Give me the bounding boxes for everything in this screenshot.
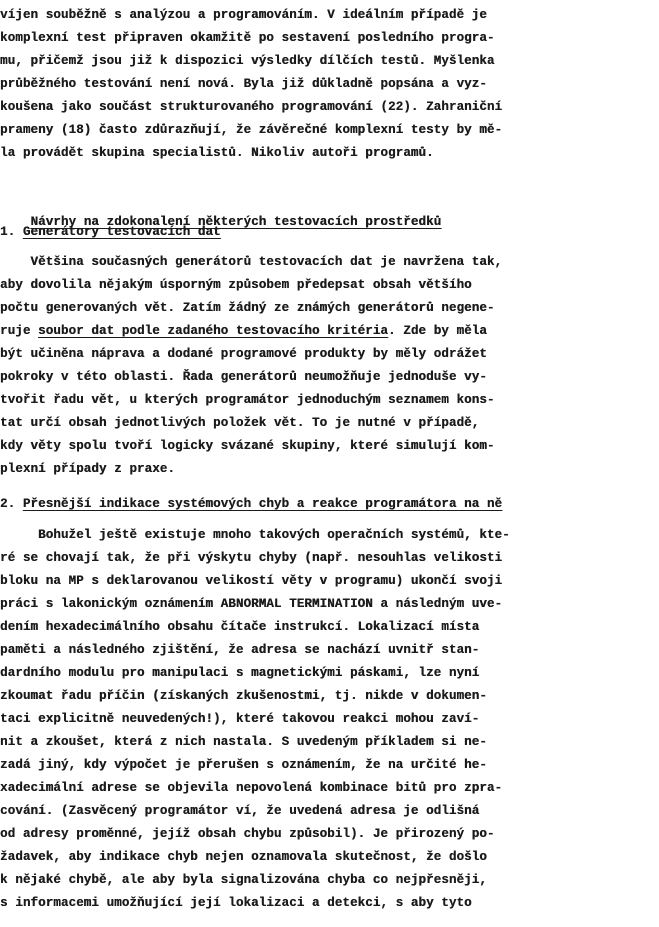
item-1-number: 1. bbox=[0, 225, 16, 239]
text-line: aby dovolila nějakým úsporným způsobem předepsat obsah většího bbox=[0, 278, 472, 292]
text-line: práci s lakonickým oznámením ABNORMAL TERMINATION a následným uve- bbox=[0, 597, 503, 611]
text-line: prameny (18) často zdůrazňují, že závěrečné komplexní testy by mě- bbox=[0, 123, 503, 137]
item-1-heading bbox=[0, 221, 659, 243]
underlined-phrase: soubor dat podle zadaného testovacího kritéria bbox=[38, 324, 388, 338]
text-line: s informacemi umožňující její lokalizaci a detekci, s aby tyto bbox=[0, 896, 472, 910]
item-1-title: Generátory testovacích dat bbox=[22, 225, 221, 239]
text-line: od adresy proměnné, jejíž obsah chybu způsobil). Je přirozený po- bbox=[0, 827, 495, 841]
text-line: pokroky v této oblasti. Řada generátorů neumožňuje jednoduše vy- bbox=[0, 370, 487, 384]
text-line: dením hexadecimálního obsahu čítače instrukcí. Lokalizací místa bbox=[0, 620, 480, 634]
text-line: být učiněna náprava a dodané programové produkty by měly odrážet bbox=[0, 347, 487, 361]
text-line: zadá jiný, kdy výpočet je přerušen s oznámením, že na určité he- bbox=[0, 758, 487, 772]
item-2-heading bbox=[0, 493, 659, 515]
text-line: la provádět skupina specialistů. Nikoliv autoři programů. bbox=[0, 146, 434, 160]
text-line: víjen souběžně s analýzou a programováním. V ideálním případě je bbox=[0, 8, 487, 22]
text-line: bloku na MP s deklarovanou velikostí věty v programu) ukončí svoji bbox=[0, 574, 503, 588]
text-line: tvořit řadu vět, u kterých programátor jednoduchým seznamem kons- bbox=[0, 393, 495, 407]
text-line: průběžného testování není nová. Byla již důkladně popsána a vyz- bbox=[0, 77, 487, 91]
text-line: počtu generovaných vět. Zatím žádný ze známých generátorů negene- bbox=[0, 301, 495, 315]
text-line: plexní případy z praxe. bbox=[0, 462, 175, 476]
text-line: komplexní test připraven okamžitě po sestavení posledního progra- bbox=[0, 31, 495, 45]
section-heading bbox=[0, 189, 659, 229]
text-line: Bohužel ještě existuje mnoho takových operačních systémů, kte- bbox=[0, 528, 510, 542]
text-line: Většina současných generátorů testovacích dat je navržena tak, bbox=[0, 255, 503, 269]
text-fragment: ruje bbox=[0, 324, 39, 338]
text-fragment: . Zde by měla bbox=[388, 324, 487, 338]
item-2-number: 2. bbox=[0, 497, 16, 511]
text-line: kdy věty spolu tvoří logicky svázané skupiny, které simulují kom- bbox=[0, 439, 495, 453]
text-line: zkoumat řadu příčin (získaných zkušenostmi, tj. nikde v dokumen- bbox=[0, 689, 487, 703]
text-line: mu, přičemž jsou již k dispozici výsledky dílčích testů. Myšlenka bbox=[0, 54, 495, 68]
text-line: koušena jako součást strukturovaného programování (22). Zahraniční bbox=[0, 100, 503, 114]
text-line bbox=[0, 320, 659, 342]
text-line: tat určí obsah jednotlivých položek vět. To je nutné v případě, bbox=[0, 416, 480, 430]
text-line: žadavek, aby indikace chyb nejen oznamovala skutečnost, že došlo bbox=[0, 850, 487, 864]
item-2-title: Přesnější indikace systémových chyb a reakce programátora na ně bbox=[22, 497, 503, 511]
text-line: cování. (Zasvěcený programátor ví, že uvedená adresa je odlišná bbox=[0, 804, 480, 818]
text-line: xadecimální adrese se objevila nepovolená kombinace bitů pro zpra- bbox=[0, 781, 503, 795]
text-line: paměti a následného zjištění, že adresa se nachází uvnitř stan- bbox=[0, 643, 480, 657]
text-line: dardního modulu pro manipulaci s magnetickými páskami, lze nyní bbox=[0, 666, 480, 680]
section-heading-text: Návrhy na zdokonalení některých testovacích prostředků bbox=[30, 215, 442, 229]
text-line: ré se chovají tak, že při výskytu chyby (např. nesouhlas velikosti bbox=[0, 551, 503, 565]
text-line: taci explicitně neuvedených!), které takovou reakci mohou zaví- bbox=[0, 712, 480, 726]
text-line: nit a zkoušet, která z nich nastala. S uvedeným příkladem si ne- bbox=[0, 735, 487, 749]
text-line: k nějaké chybě, ale aby byla signalizována chyba co nejpřesněji, bbox=[0, 873, 487, 887]
